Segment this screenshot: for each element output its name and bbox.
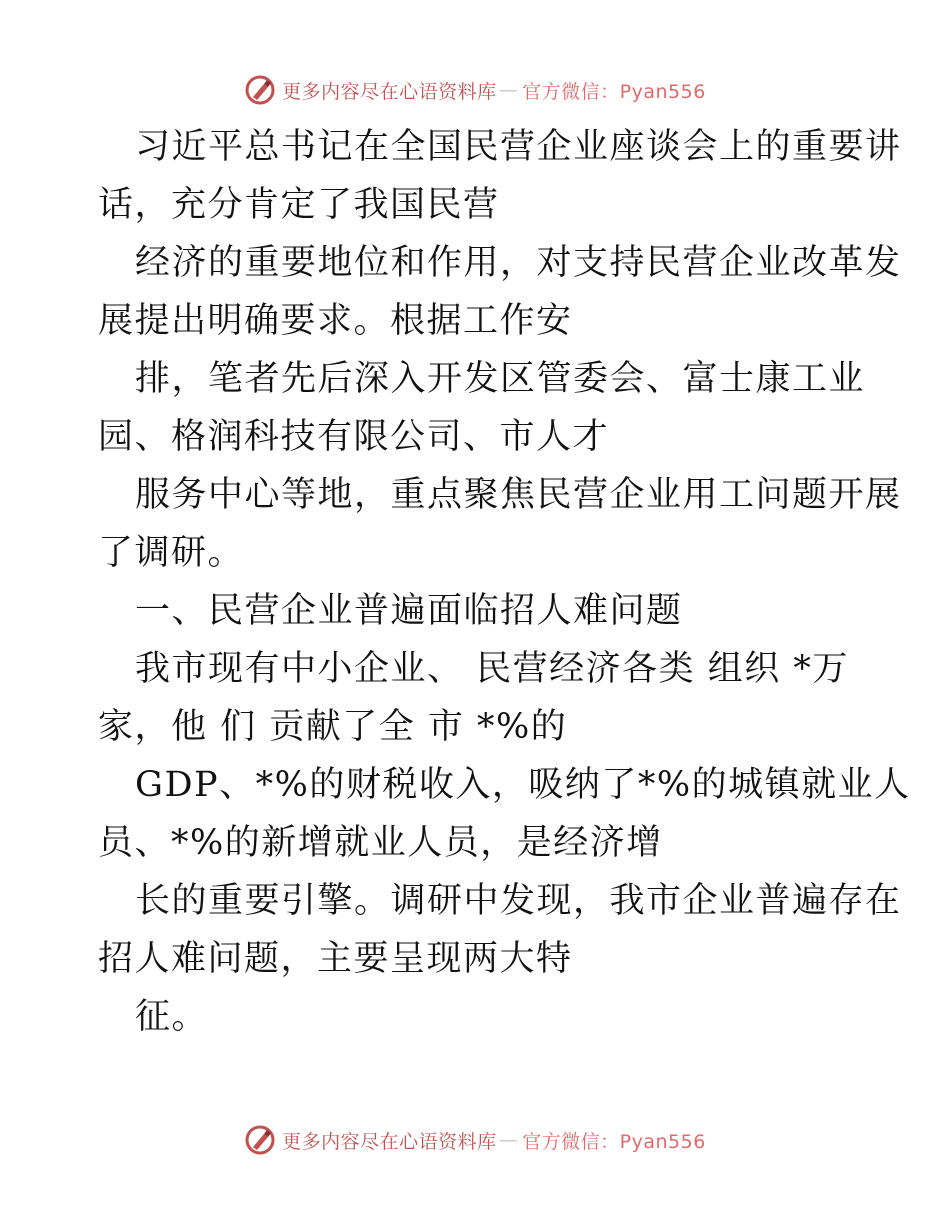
watermark-contact: 官方微信：Pyan556 — [522, 1130, 706, 1153]
watermark-text: 更多内容尽在心语资料库 — [282, 80, 497, 103]
paragraph-8 — [98, 988, 858, 1046]
text-line: 员、*%的新增就业人员，是经济增 — [98, 823, 663, 863]
text-line: 征。 — [135, 997, 209, 1037]
document-body — [98, 118, 911, 1046]
text-line: 我市现有中小企业、 民营经济各类 组织 *万 — [135, 649, 849, 689]
pen-seal-logo-icon — [244, 1124, 276, 1156]
text-line: 园、格润科技有限公司、市人才 — [98, 417, 610, 457]
footer-watermark — [0, 1120, 950, 1160]
paragraph-1 — [98, 118, 902, 234]
text-line: 展提出明确要求。根据工作安 — [98, 301, 573, 341]
paragraph-2 — [98, 234, 902, 350]
paragraph-4 — [98, 466, 902, 582]
section-heading — [98, 582, 858, 640]
watermark-separator: — — [498, 1129, 519, 1151]
paragraph-6 — [98, 756, 911, 872]
text-line: 习近平总书记在全国民营企业座谈会上的重要讲 — [135, 127, 902, 167]
text-line: 话，充分肯定了我国民营 — [98, 185, 500, 225]
paragraph-5 — [98, 640, 858, 756]
text-line: 家，他 们 贡献了全 市 *%的 — [98, 707, 568, 747]
watermark-text: 更多内容尽在心语资料库 — [282, 1130, 497, 1153]
text-line: 服务中心等地，重点聚焦民营企业用工问题开展 — [135, 475, 902, 515]
watermark-separator: — — [498, 79, 519, 101]
text-line: 经济的重要地位和作用，对支持民营企业改革发 — [135, 243, 902, 283]
watermark-contact: 官方微信：Pyan556 — [522, 80, 706, 103]
paragraph-7 — [98, 872, 902, 988]
paragraph-3 — [98, 350, 866, 466]
text-line: GDP、*%的财税收入，吸纳了*%的城镇就业人 — [135, 765, 911, 805]
heading-text: 一、民营企业普遍面临招人难问题 — [135, 591, 683, 631]
pen-seal-logo-icon — [244, 74, 276, 106]
text-line: 长的重要引擎。调研中发现，我市企业普遍存在 — [135, 881, 902, 921]
text-line: 了调研。 — [98, 533, 245, 573]
text-line: 排，笔者先后深入开发区管委会、富士康工业 — [135, 359, 866, 399]
text-line: 招人难问题，主要呈现两大特 — [98, 939, 573, 979]
header-watermark — [0, 70, 950, 110]
